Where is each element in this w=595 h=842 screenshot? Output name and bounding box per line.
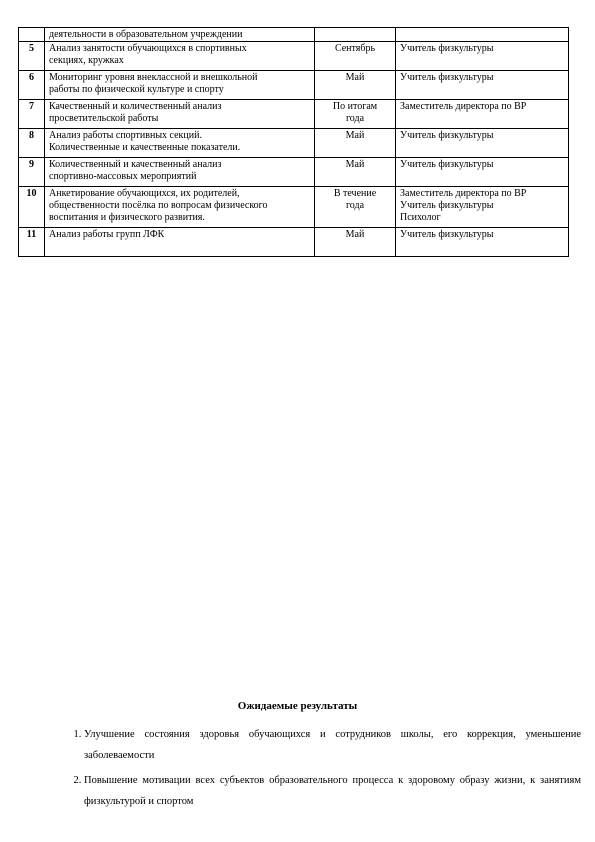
work-cell-line: Анализ работы спортивных секций. bbox=[49, 130, 202, 141]
time-cell bbox=[315, 158, 396, 187]
responsible-cell bbox=[396, 129, 569, 158]
time-cell-line: года bbox=[345, 113, 365, 124]
work-cell-line: спортивно-массовых мероприятий bbox=[49, 171, 197, 182]
time-cell bbox=[315, 187, 396, 228]
table-row bbox=[19, 42, 569, 71]
work-cell-line: Количественный и качественный анализ bbox=[49, 159, 222, 170]
row-number: 8 bbox=[19, 129, 45, 158]
work-cell bbox=[45, 187, 315, 228]
time-cell-line: По итогам bbox=[332, 101, 378, 112]
time-cell-line: года bbox=[345, 200, 365, 211]
time-cell-line: Май bbox=[345, 130, 365, 141]
table-row bbox=[19, 129, 569, 158]
results-title: Ожидаемые результаты bbox=[237, 700, 358, 712]
responsible-cell bbox=[396, 71, 569, 100]
time-cell-line: В течение bbox=[333, 188, 377, 199]
work-cell-line: деятельности в образовательном учреждении bbox=[49, 29, 243, 40]
work-cell bbox=[45, 42, 315, 71]
responsible-cell bbox=[396, 28, 569, 42]
plan-table bbox=[18, 27, 569, 257]
time-cell-line: Сентябрь bbox=[334, 43, 376, 54]
table-row bbox=[19, 158, 569, 187]
row-number: 11 bbox=[19, 228, 45, 257]
work-cell-line: Количественные и качественные показатели. bbox=[49, 142, 241, 153]
work-cell bbox=[45, 100, 315, 129]
work-cell-line: Анализ работы групп ЛФК bbox=[49, 229, 165, 240]
responsible-cell-line: Заместитель директора по ВР bbox=[400, 101, 527, 112]
responsible-cell-line: Учитель физкультуры bbox=[400, 72, 494, 83]
work-cell-line: Анкетирование обучающихся, их родителей, bbox=[49, 188, 240, 199]
row-number bbox=[19, 28, 45, 42]
responsible-cell bbox=[396, 228, 569, 257]
work-cell bbox=[45, 158, 315, 187]
row-number: 9 bbox=[19, 158, 45, 187]
table-row bbox=[19, 228, 569, 257]
table-row bbox=[19, 100, 569, 129]
work-cell-line: Мониторинг уровня внеклассной и внешкольной bbox=[49, 72, 258, 83]
responsible-cell-line: Учитель физкультуры bbox=[400, 229, 494, 240]
row-number: 7 bbox=[19, 100, 45, 129]
responsible-cell-line: Психолог bbox=[400, 212, 441, 223]
row-number: 10 bbox=[19, 187, 45, 228]
responsible-cell-line: Заместитель директора по ВР bbox=[400, 188, 527, 199]
time-cell bbox=[315, 28, 396, 42]
work-cell bbox=[45, 28, 315, 42]
responsible-cell-line: Учитель физкультуры bbox=[400, 130, 494, 141]
time-cell-line: Май bbox=[345, 159, 365, 170]
result-item: 2. Повышение мотивации всех субъектов образовательного процесса к здоровому образу жизни, к занятиям физкультурой и спортом bbox=[84, 770, 581, 812]
work-cell bbox=[45, 71, 315, 100]
work-cell-line: Качественный и количественный анализ bbox=[49, 101, 222, 112]
time-cell-line: Май bbox=[345, 229, 365, 240]
responsible-cell-line: Учитель физкультуры bbox=[400, 159, 494, 170]
results-list bbox=[62, 724, 581, 816]
work-cell-line: общественности посёлка по вопросам физического bbox=[49, 200, 268, 211]
work-cell bbox=[45, 228, 315, 257]
responsible-cell bbox=[396, 158, 569, 187]
time-cell bbox=[315, 129, 396, 158]
work-cell-line: секциях, кружках bbox=[49, 55, 124, 66]
table-row bbox=[19, 28, 569, 42]
work-cell-line: просветительской работы bbox=[49, 113, 159, 124]
table-row bbox=[19, 71, 569, 100]
time-cell bbox=[315, 100, 396, 129]
responsible-cell-line: Учитель физкультуры bbox=[400, 43, 494, 54]
work-cell-line: воспитания и физического развития. bbox=[49, 212, 205, 223]
responsible-cell bbox=[396, 100, 569, 129]
time-cell-line: Май bbox=[345, 72, 365, 83]
work-cell-line: Анализ занятости обучающихся в спортивных bbox=[49, 43, 247, 54]
responsible-cell bbox=[396, 42, 569, 71]
result-item: 1. Улучшение состояния здоровья обучающихся и сотрудников школы, его коррекция, уменьшение заболеваемости bbox=[84, 724, 581, 766]
time-cell bbox=[315, 42, 396, 71]
row-number: 6 bbox=[19, 71, 45, 100]
responsible-cell-line: Учитель физкультуры bbox=[400, 200, 494, 211]
plan-table-body bbox=[19, 28, 569, 257]
work-cell bbox=[45, 129, 315, 158]
table-row bbox=[19, 187, 569, 228]
work-cell-line: работы по физической культуре и спорту bbox=[49, 84, 224, 95]
row-number: 5 bbox=[19, 42, 45, 71]
time-cell bbox=[315, 228, 396, 257]
responsible-cell bbox=[396, 187, 569, 228]
time-cell bbox=[315, 71, 396, 100]
